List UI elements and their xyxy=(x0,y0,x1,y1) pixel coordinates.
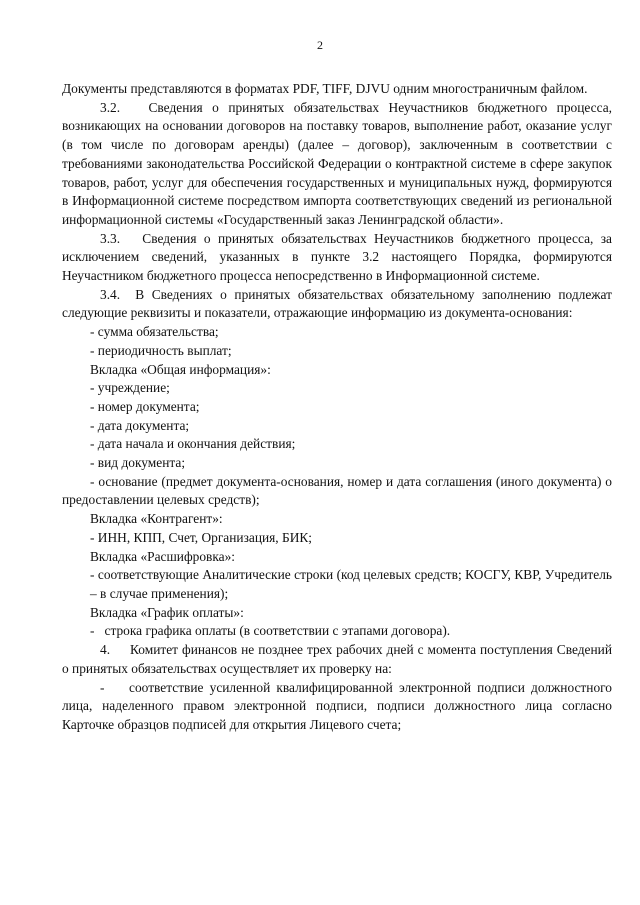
tab-heading-payment-schedule: Вкладка «График оплаты»: xyxy=(90,604,244,620)
list-item: - строка графика оплаты (в соответствии с этапами договора). xyxy=(90,623,451,639)
tab-heading-counterparty: Вкладка «Контрагент»: xyxy=(90,511,223,527)
page-number: 2 xyxy=(317,38,323,52)
list-item: - основание (предмет документа-основания, номер и дата соглашения (иного документа) о предоставлении целевых средств); xyxy=(62,473,612,508)
paragraph-formats: Документы представляются в форматах PDF, TIFF, DJVU одним многостраничным файлом. xyxy=(62,81,588,96)
list-item: - сумма обязательства; xyxy=(90,324,219,340)
document-body xyxy=(62,80,612,735)
list-item: - учреждение; xyxy=(90,380,170,396)
paragraph-3-3: 3.3. Сведения о принятых обязательствах Неучастников бюджетного процесса, за исключением сведений, указанных в пункте 3.2 настоящего Порядка, формируются Неучастником бюджетного процесса непосредственно в Информационной системе. xyxy=(62,230,612,284)
list-item: - соответствующие Аналитические строки (код целевых средств; КОСГУ, КВР, Учредитель – в случае применения); xyxy=(90,567,612,601)
tab-heading-breakdown: Вкладка «Расшифровка»: xyxy=(90,548,236,564)
list-item: - вид документа; xyxy=(90,455,186,471)
paragraph-3-2: 3.2. Сведения о принятых обязательствах Неучастников бюджетного процесса, возникающих на основании договоров на поставку товаров, выполнение работ, оказание услуг (в том числе по договорам аренды) (далее – договор), заключенным в соответствии с требованиями законодательства Российской Федерации о контрактной системе в сфере закупок товаров, работ, услуг для обеспечения государственных и муниципальных нужд, формируются в Информационной системе посредством импорта соответствующих сведений из региональной информационной системы «Государственный заказ Ленинградской области». xyxy=(62,99,612,227)
list-item: - номер документа; xyxy=(90,398,200,414)
list-item: - периодичность выплат; xyxy=(90,342,232,358)
paragraph-3-4: 3.4. В Сведениях о принятых обязательствах обязательному заполнению подлежат следующие реквизиты и показатели, отражающие информацию из документа-основания: xyxy=(62,286,612,321)
list-item: - ИНН, КПП, Счет, Организация, БИК; xyxy=(90,529,313,545)
paragraph-4: 4. Комитет финансов не позднее трех рабочих дней с момента поступления Сведений о принятых обязательствах осуществляет их проверку на: xyxy=(62,642,612,676)
list-item: - дата начала и окончания действия; xyxy=(90,436,296,452)
list-item: - соответствие усиленной квалифицированной электронной подписи должностного лица, наделенного правом электронной подписи, подписи должностного лица согласно Карточке образцов подписей для открытия Лицевого счета; xyxy=(62,679,612,732)
list-item: - дата документа; xyxy=(90,417,190,433)
tab-heading-general: Вкладка «Общая информация»: xyxy=(90,361,271,377)
